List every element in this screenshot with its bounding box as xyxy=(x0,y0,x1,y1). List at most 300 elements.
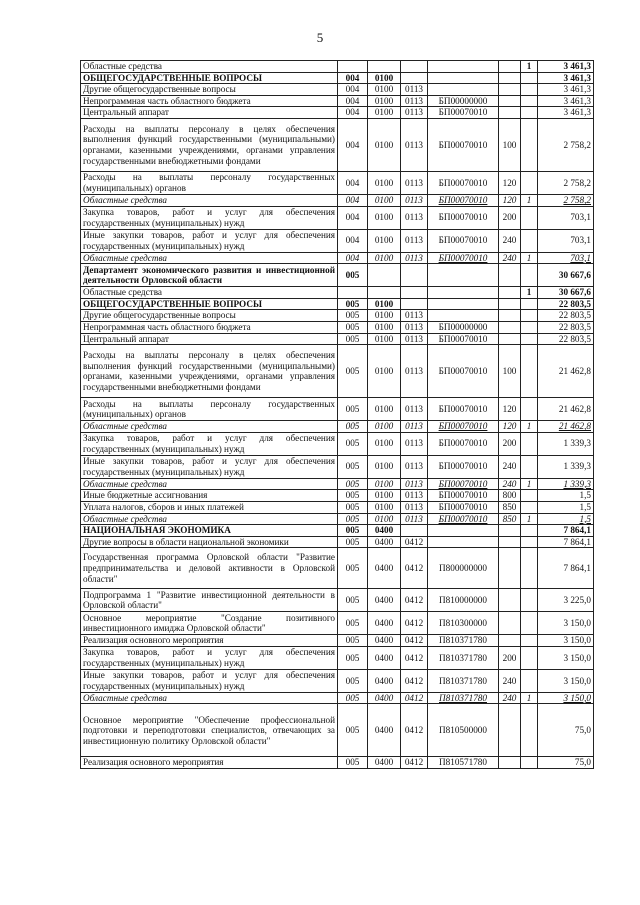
target-article-cell: П810500000 xyxy=(428,704,499,757)
table-row xyxy=(81,107,594,119)
section-code-cell: 0400 xyxy=(368,669,401,692)
subsection-code-cell xyxy=(401,72,428,84)
section-code-cell: 0100 xyxy=(368,229,401,252)
table-row xyxy=(81,252,594,264)
expense-type-cell xyxy=(499,536,521,548)
expense-type-cell: 240 xyxy=(499,669,521,692)
section-code-cell: 0100 xyxy=(368,345,401,398)
expense-type-cell: 240 xyxy=(499,229,521,252)
subsection-code-cell xyxy=(401,61,428,73)
target-article-cell: БП00000000 xyxy=(428,321,499,333)
amount-cell: 3 461,3 xyxy=(538,61,594,73)
section-code-cell: 0100 xyxy=(368,194,401,206)
ministry-code-cell: 005 xyxy=(338,490,368,502)
row-name-cell: Областные средства xyxy=(81,421,338,433)
row-name-cell: Расходы на выплаты персоналу в целях обеспечения выполнения функций государственными (муниципальными) органами, казенными учреждениями, органами управления государственными внебюджетными фондами xyxy=(81,345,338,398)
target-article-cell: БП00070010 xyxy=(428,206,499,229)
amount-cell: 3 150,0 xyxy=(538,635,594,647)
funding-source-cell xyxy=(521,589,538,612)
table-row xyxy=(81,589,594,612)
amount-cell: 3 461,3 xyxy=(538,84,594,96)
target-article-cell xyxy=(428,287,499,299)
section-code-cell: 0100 xyxy=(368,321,401,333)
row-name-cell: Областные средства xyxy=(81,252,338,264)
ministry-code-cell: 004 xyxy=(338,95,368,107)
subsection-code-cell: 0412 xyxy=(401,612,428,635)
amount-cell: 1 339,3 xyxy=(538,432,594,455)
row-name-cell: Государственная программа Орловской области "Развитие предпринимательства и деловой активности в Орловской области" xyxy=(81,548,338,589)
funding-source-cell xyxy=(521,432,538,455)
section-code-cell xyxy=(368,264,401,287)
subsection-code-cell: 0113 xyxy=(401,321,428,333)
table-row xyxy=(81,321,594,333)
row-name-cell: Непрограммная часть областного бюджета xyxy=(81,321,338,333)
amount-cell: 21 462,8 xyxy=(538,345,594,398)
row-name-cell: НАЦИОНАЛЬНАЯ ЭКОНОМИКА xyxy=(81,525,338,537)
funding-source-cell xyxy=(521,536,538,548)
target-article-cell: П810300000 xyxy=(428,612,499,635)
funding-source-cell xyxy=(521,455,538,478)
funding-source-cell: 1 xyxy=(521,61,538,73)
table-row xyxy=(81,310,594,322)
section-code-cell: 0100 xyxy=(368,118,401,171)
funding-source-cell xyxy=(521,298,538,310)
subsection-code-cell: 0412 xyxy=(401,669,428,692)
expense-type-cell xyxy=(499,548,521,589)
ministry-code-cell: 005 xyxy=(338,501,368,513)
amount-cell: 3 150,0 xyxy=(538,669,594,692)
amount-cell: 30 667,6 xyxy=(538,287,594,299)
row-name-cell: Другие общегосударственные вопросы xyxy=(81,84,338,96)
target-article-cell: БП00070010 xyxy=(428,171,499,194)
subsection-code-cell xyxy=(401,298,428,310)
expense-type-cell: 120 xyxy=(499,421,521,433)
subsection-code-cell: 0412 xyxy=(401,757,428,769)
target-article-cell: БП00070010 xyxy=(428,490,499,502)
section-code-cell: 0100 xyxy=(368,252,401,264)
row-name-cell: Центральный аппарат xyxy=(81,107,338,119)
table-row xyxy=(81,398,594,421)
expense-type-cell: 120 xyxy=(499,171,521,194)
row-name-cell: Расходы на выплаты персоналу государственных (муниципальных) органов xyxy=(81,398,338,421)
section-code-cell: 0100 xyxy=(368,72,401,84)
ministry-code-cell: 005 xyxy=(338,264,368,287)
expense-type-cell xyxy=(499,704,521,757)
ministry-code-cell: 005 xyxy=(338,669,368,692)
table-row xyxy=(81,669,594,692)
funding-source-cell: 1 xyxy=(521,692,538,704)
table-row xyxy=(81,95,594,107)
funding-source-cell xyxy=(521,321,538,333)
amount-cell: 3 461,3 xyxy=(538,95,594,107)
amount-cell: 2 758,2 xyxy=(538,194,594,206)
row-name-cell: Подпрограмма 1 "Развитие инвестиционной деятельности в Орловской области" xyxy=(81,589,338,612)
funding-source-cell: 1 xyxy=(521,194,538,206)
ministry-code-cell: 005 xyxy=(338,310,368,322)
expense-type-cell: 850 xyxy=(499,501,521,513)
row-name-cell: Основное мероприятие "Создание позитивного инвестиционного имиджа Орловской области" xyxy=(81,612,338,635)
table-row xyxy=(81,333,594,345)
section-code-cell: 0400 xyxy=(368,635,401,647)
expense-type-cell: 240 xyxy=(499,478,521,490)
ministry-code-cell: 005 xyxy=(338,333,368,345)
section-code-cell: 0400 xyxy=(368,692,401,704)
subsection-code-cell: 0412 xyxy=(401,692,428,704)
target-article-cell: БП00070010 xyxy=(428,455,499,478)
funding-source-cell xyxy=(521,501,538,513)
table-row xyxy=(81,229,594,252)
row-name-cell: Областные средства xyxy=(81,478,338,490)
row-name-cell: Центральный аппарат xyxy=(81,333,338,345)
section-code-cell: 0400 xyxy=(368,612,401,635)
table-row xyxy=(81,264,594,287)
funding-source-cell: 1 xyxy=(521,287,538,299)
target-article-cell: П810000000 xyxy=(428,589,499,612)
row-name-cell: Иные закупки товаров, работ и услуг для обеспечения государственных (муниципальных) нужд xyxy=(81,455,338,478)
table-row xyxy=(81,421,594,433)
table-row xyxy=(81,692,594,704)
section-code-cell: 0100 xyxy=(368,310,401,322)
subsection-code-cell: 0113 xyxy=(401,432,428,455)
subsection-code-cell: 0113 xyxy=(401,171,428,194)
table-row xyxy=(81,704,594,757)
subsection-code-cell: 0113 xyxy=(401,229,428,252)
ministry-code-cell: 004 xyxy=(338,84,368,96)
subsection-code-cell: 0113 xyxy=(401,118,428,171)
funding-source-cell: 1 xyxy=(521,421,538,433)
target-article-cell: П810571780 xyxy=(428,757,499,769)
subsection-code-cell: 0113 xyxy=(401,513,428,525)
amount-cell: 1,5 xyxy=(538,513,594,525)
table-row xyxy=(81,646,594,669)
target-article-cell: БП00070010 xyxy=(428,398,499,421)
funding-source-cell xyxy=(521,264,538,287)
expense-type-cell: 120 xyxy=(499,194,521,206)
row-name-cell: Основное мероприятие "Обеспечение профессиональной подготовки и переподготовки специалистов, отвечающих за инвестиционную политику Орловской области" xyxy=(81,704,338,757)
expense-type-cell xyxy=(499,287,521,299)
target-article-cell: БП00070010 xyxy=(428,513,499,525)
expense-type-cell xyxy=(499,333,521,345)
ministry-code-cell xyxy=(338,61,368,73)
target-article-cell: БП00070010 xyxy=(428,118,499,171)
table-row xyxy=(81,635,594,647)
expense-type-cell: 850 xyxy=(499,513,521,525)
ministry-code-cell: 005 xyxy=(338,612,368,635)
subsection-code-cell: 0113 xyxy=(401,478,428,490)
row-name-cell: Закупка товаров, работ и услуг для обеспечения государственных (муниципальных) нужд xyxy=(81,646,338,669)
row-name-cell: Областные средства xyxy=(81,287,338,299)
target-article-cell: БП00070010 xyxy=(428,107,499,119)
subsection-code-cell: 0412 xyxy=(401,536,428,548)
row-name-cell: Областные средства xyxy=(81,61,338,73)
ministry-code-cell: 004 xyxy=(338,72,368,84)
expense-type-cell xyxy=(499,72,521,84)
section-code-cell: 0400 xyxy=(368,525,401,537)
ministry-code-cell: 005 xyxy=(338,646,368,669)
expense-type-cell xyxy=(499,321,521,333)
section-code-cell: 0400 xyxy=(368,589,401,612)
ministry-code-cell: 005 xyxy=(338,455,368,478)
budget-table-body xyxy=(81,61,594,769)
ministry-code-cell: 005 xyxy=(338,757,368,769)
target-article-cell: БП00070010 xyxy=(428,501,499,513)
amount-cell: 3 461,3 xyxy=(538,72,594,84)
amount-cell: 3 150,0 xyxy=(538,646,594,669)
funding-source-cell xyxy=(521,757,538,769)
ministry-code-cell xyxy=(338,287,368,299)
funding-source-cell xyxy=(521,95,538,107)
table-row xyxy=(81,345,594,398)
row-name-cell: Непрограммная часть областного бюджета xyxy=(81,95,338,107)
target-article-cell: П810371780 xyxy=(428,669,499,692)
row-name-cell: Реализация основного мероприятия xyxy=(81,757,338,769)
funding-source-cell xyxy=(521,646,538,669)
target-article-cell xyxy=(428,536,499,548)
funding-source-cell xyxy=(521,612,538,635)
target-article-cell xyxy=(428,72,499,84)
target-article-cell xyxy=(428,310,499,322)
subsection-code-cell: 0113 xyxy=(401,345,428,398)
amount-cell: 703,1 xyxy=(538,206,594,229)
section-code-cell: 0100 xyxy=(368,421,401,433)
target-article-cell: БП00070010 xyxy=(428,432,499,455)
amount-cell: 2 758,2 xyxy=(538,118,594,171)
section-code-cell: 0100 xyxy=(368,84,401,96)
funding-source-cell xyxy=(521,345,538,398)
row-name-cell: Иные закупки товаров, работ и услуг для обеспечения государственных (муниципальных) нужд xyxy=(81,229,338,252)
ministry-code-cell: 005 xyxy=(338,536,368,548)
expense-type-cell xyxy=(499,95,521,107)
ministry-code-cell: 005 xyxy=(338,513,368,525)
subsection-code-cell: 0412 xyxy=(401,635,428,647)
funding-source-cell: 1 xyxy=(521,513,538,525)
table-row xyxy=(81,757,594,769)
funding-source-cell xyxy=(521,548,538,589)
expense-type-cell: 100 xyxy=(499,118,521,171)
ministry-code-cell: 005 xyxy=(338,548,368,589)
table-row xyxy=(81,287,594,299)
subsection-code-cell: 0412 xyxy=(401,704,428,757)
budget-table xyxy=(80,60,594,769)
amount-cell: 3 150,0 xyxy=(538,692,594,704)
section-code-cell: 0100 xyxy=(368,398,401,421)
section-code-cell: 0100 xyxy=(368,478,401,490)
section-code-cell: 0100 xyxy=(368,333,401,345)
amount-cell: 22 803,5 xyxy=(538,298,594,310)
ministry-code-cell: 004 xyxy=(338,118,368,171)
row-name-cell: Другие вопросы в области национальной экономики xyxy=(81,536,338,548)
table-row xyxy=(81,501,594,513)
expense-type-cell xyxy=(499,635,521,647)
subsection-code-cell: 0113 xyxy=(401,206,428,229)
ministry-code-cell: 005 xyxy=(338,525,368,537)
target-article-cell xyxy=(428,264,499,287)
ministry-code-cell: 004 xyxy=(338,206,368,229)
subsection-code-cell: 0113 xyxy=(401,398,428,421)
amount-cell: 1,5 xyxy=(538,490,594,502)
funding-source-cell xyxy=(521,229,538,252)
expense-type-cell xyxy=(499,298,521,310)
row-name-cell: Закупка товаров, работ и услуг для обеспечения государственных (муниципальных) нужд xyxy=(81,206,338,229)
funding-source-cell xyxy=(521,72,538,84)
funding-source-cell xyxy=(521,118,538,171)
table-row xyxy=(81,548,594,589)
funding-source-cell xyxy=(521,704,538,757)
amount-cell: 30 667,6 xyxy=(538,264,594,287)
table-row xyxy=(81,61,594,73)
funding-source-cell xyxy=(521,333,538,345)
row-name-cell: ОБЩЕГОСУДАРСТВЕННЫЕ ВОПРОСЫ xyxy=(81,72,338,84)
table-row xyxy=(81,72,594,84)
page-number: 5 xyxy=(316,30,324,45)
table-row xyxy=(81,455,594,478)
section-code-cell: 0100 xyxy=(368,107,401,119)
funding-source-cell xyxy=(521,398,538,421)
subsection-code-cell: 0113 xyxy=(401,84,428,96)
funding-source-cell xyxy=(521,206,538,229)
target-article-cell: П800000000 xyxy=(428,548,499,589)
amount-cell: 3 150,0 xyxy=(538,612,594,635)
expense-type-cell: 200 xyxy=(499,206,521,229)
expense-type-cell: 200 xyxy=(499,646,521,669)
amount-cell: 1 339,3 xyxy=(538,478,594,490)
subsection-code-cell: 0412 xyxy=(401,589,428,612)
section-code-cell: 0100 xyxy=(368,501,401,513)
ministry-code-cell: 005 xyxy=(338,432,368,455)
funding-source-cell xyxy=(521,525,538,537)
target-article-cell: П810371780 xyxy=(428,635,499,647)
expense-type-cell: 800 xyxy=(499,490,521,502)
target-article-cell xyxy=(428,61,499,73)
section-code-cell: 0100 xyxy=(368,298,401,310)
amount-cell: 75,0 xyxy=(538,704,594,757)
funding-source-cell xyxy=(521,635,538,647)
expense-type-cell xyxy=(499,264,521,287)
amount-cell: 703,1 xyxy=(538,252,594,264)
amount-cell: 1,5 xyxy=(538,501,594,513)
expense-type-cell xyxy=(499,61,521,73)
table-row xyxy=(81,612,594,635)
row-name-cell: Областные средства xyxy=(81,513,338,525)
amount-cell: 75,0 xyxy=(538,757,594,769)
subsection-code-cell: 0412 xyxy=(401,548,428,589)
target-article-cell: П810371780 xyxy=(428,692,499,704)
expense-type-cell: 200 xyxy=(499,432,521,455)
row-name-cell: Областные средства xyxy=(81,194,338,206)
subsection-code-cell: 0113 xyxy=(401,194,428,206)
target-article-cell xyxy=(428,84,499,96)
table-row xyxy=(81,206,594,229)
amount-cell: 1 339,3 xyxy=(538,455,594,478)
ministry-code-cell: 005 xyxy=(338,421,368,433)
subsection-code-cell: 0113 xyxy=(401,95,428,107)
expense-type-cell xyxy=(499,107,521,119)
row-name-cell: Закупка товаров, работ и услуг для обеспечения государственных (муниципальных) нужд xyxy=(81,432,338,455)
target-article-cell: БП00070010 xyxy=(428,333,499,345)
target-article-cell xyxy=(428,525,499,537)
amount-cell: 703,1 xyxy=(538,229,594,252)
funding-source-cell: 1 xyxy=(521,478,538,490)
section-code-cell: 0100 xyxy=(368,206,401,229)
target-article-cell: БП00000000 xyxy=(428,95,499,107)
expense-type-cell xyxy=(499,310,521,322)
ministry-code-cell: 005 xyxy=(338,635,368,647)
row-name-cell: ОБЩЕГОСУДАРСТВЕННЫЕ ВОПРОСЫ xyxy=(81,298,338,310)
subsection-code-cell: 0113 xyxy=(401,501,428,513)
section-code-cell: 0100 xyxy=(368,95,401,107)
subsection-code-cell: 0412 xyxy=(401,646,428,669)
expense-type-cell: 240 xyxy=(499,692,521,704)
table-row xyxy=(81,478,594,490)
ministry-code-cell: 005 xyxy=(338,478,368,490)
amount-cell: 21 462,8 xyxy=(538,398,594,421)
amount-cell: 2 758,2 xyxy=(538,171,594,194)
amount-cell: 7 864,1 xyxy=(538,536,594,548)
amount-cell: 7 864,1 xyxy=(538,548,594,589)
funding-source-cell xyxy=(521,171,538,194)
expense-type-cell xyxy=(499,612,521,635)
subsection-code-cell: 0113 xyxy=(401,455,428,478)
funding-source-cell xyxy=(521,107,538,119)
row-name-cell: Реализация основного мероприятия xyxy=(81,635,338,647)
section-code-cell: 0100 xyxy=(368,513,401,525)
ministry-code-cell: 004 xyxy=(338,107,368,119)
table-row xyxy=(81,536,594,548)
row-name-cell: Расходы на выплаты персоналу в целях обеспечения выполнения функций государственными (муниципальными) органами, казенными учреждениями, органами управления государственными внебюджетными фондами xyxy=(81,118,338,171)
section-code-cell: 0100 xyxy=(368,455,401,478)
subsection-code-cell: 0113 xyxy=(401,333,428,345)
target-article-cell: БП00070010 xyxy=(428,252,499,264)
subsection-code-cell xyxy=(401,287,428,299)
target-article-cell: БП00070010 xyxy=(428,345,499,398)
subsection-code-cell: 0113 xyxy=(401,107,428,119)
expense-type-cell xyxy=(499,84,521,96)
target-article-cell xyxy=(428,298,499,310)
row-name-cell: Областные средства xyxy=(81,692,338,704)
section-code-cell xyxy=(368,287,401,299)
ministry-code-cell: 005 xyxy=(338,298,368,310)
ministry-code-cell: 005 xyxy=(338,321,368,333)
subsection-code-cell xyxy=(401,264,428,287)
row-name-cell: Уплата налогов, сборов и иных платежей xyxy=(81,501,338,513)
section-code-cell: 0100 xyxy=(368,432,401,455)
section-code-cell: 0400 xyxy=(368,704,401,757)
expense-type-cell xyxy=(499,589,521,612)
section-code-cell: 0400 xyxy=(368,536,401,548)
target-article-cell: БП00070010 xyxy=(428,194,499,206)
funding-source-cell xyxy=(521,84,538,96)
expense-type-cell xyxy=(499,757,521,769)
funding-source-cell xyxy=(521,310,538,322)
section-code-cell: 0400 xyxy=(368,646,401,669)
amount-cell: 22 803,5 xyxy=(538,333,594,345)
expense-type-cell: 240 xyxy=(499,455,521,478)
row-name-cell: Иные бюджетные ассигнования xyxy=(81,490,338,502)
expense-type-cell: 240 xyxy=(499,252,521,264)
row-name-cell: Иные закупки товаров, работ и услуг для обеспечения государственных (муниципальных) нужд xyxy=(81,669,338,692)
subsection-code-cell: 0113 xyxy=(401,252,428,264)
funding-source-cell xyxy=(521,669,538,692)
section-code-cell: 0100 xyxy=(368,171,401,194)
ministry-code-cell: 004 xyxy=(338,252,368,264)
section-code-cell: 0100 xyxy=(368,490,401,502)
amount-cell: 22 803,5 xyxy=(538,321,594,333)
ministry-code-cell: 004 xyxy=(338,229,368,252)
table-row xyxy=(81,194,594,206)
funding-source-cell: 1 xyxy=(521,252,538,264)
table-row xyxy=(81,171,594,194)
amount-cell: 7 864,1 xyxy=(538,525,594,537)
